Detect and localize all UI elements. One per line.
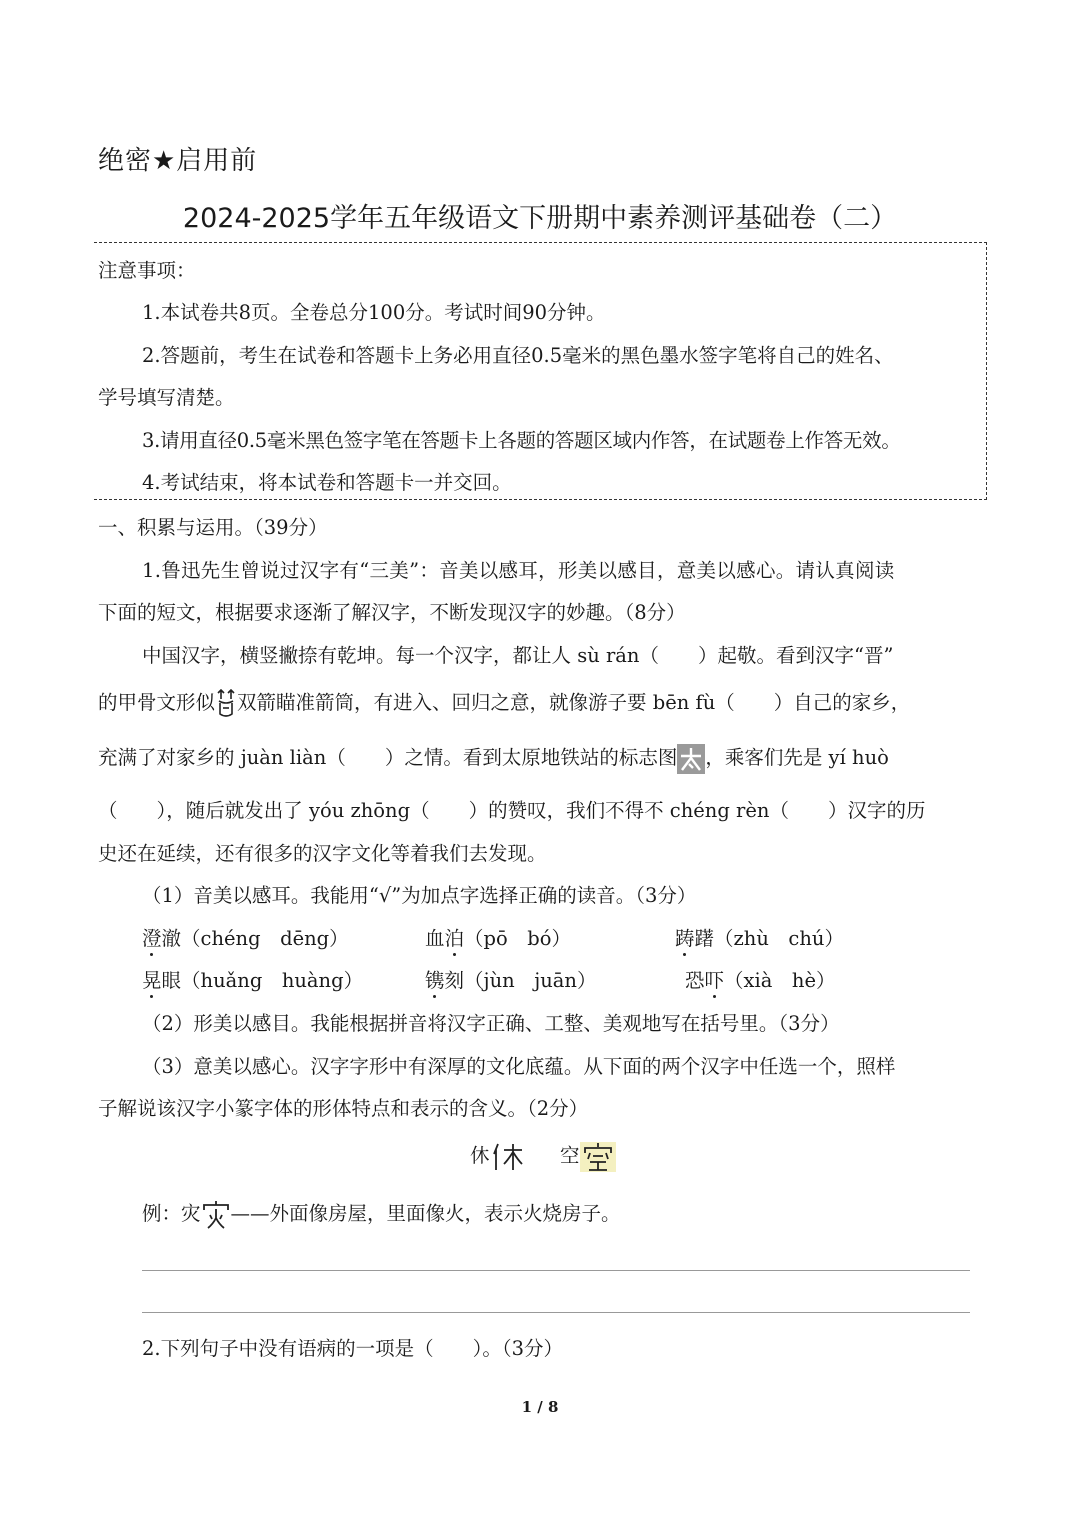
plain-char: 血 — [425, 927, 445, 950]
section-1-heading: 一、积累与运用。（39分） — [98, 516, 328, 539]
seal-choice-xiu — [470, 1140, 526, 1172]
plain-char: 刻 — [444, 969, 465, 992]
choice-char: 休 — [470, 1144, 490, 1167]
passage-line-2 — [98, 687, 910, 719]
exam-title: 2024-2025学年五年级语文下册期中素养测评基础卷（二） — [182, 203, 898, 234]
pinyin-item — [142, 965, 363, 993]
choice-char: 空 — [560, 1144, 580, 1167]
notice-item-2: 2.答题前，考生在试卷和答题卡上务必用直径0.5毫米的黑色墨水签字笔将自己的姓名、 — [142, 344, 894, 367]
plain-char: 眼 — [161, 969, 182, 992]
sub-question-3-cont: 子解说该汉字小篆字体的形体特点和表示的含义。（2分） — [98, 1097, 589, 1120]
example-start: 例：灾 — [142, 1202, 201, 1225]
notice-item-4: 4.考试结束，将本试卷和答题卡一并交回。 — [142, 471, 512, 494]
sub-question-1: （1）音美以感耳。我能用“√”为加点字选择正确的读音。（3分） — [142, 884, 697, 907]
dotted-char: 澄 — [142, 927, 162, 950]
pinyin-options: （huǎng huàng） — [181, 969, 364, 992]
notice-item-2-cont: 学号填写清楚。 — [98, 386, 235, 409]
seal-script-xiu-icon — [490, 1142, 526, 1172]
seal-script-kong-icon — [580, 1142, 616, 1172]
notice-item-1: 1.本试卷共8页。全卷总分100分。考试时间90分钟。 — [142, 301, 606, 324]
sub-question-2: （2）形美以感目。我能根据拼音将汉字正确、工整、美观地写在括号里。（3分） — [142, 1012, 840, 1035]
passage-line-1: 中国汉字，横竖撇捺有乾坤。每一个汉字，都让人 sù rán（ ）起敬。看到汉字“晋” — [142, 644, 894, 667]
pinyin-options: （zhù chú） — [714, 927, 844, 950]
notice-heading: 注意事项： — [98, 259, 196, 282]
pinyin-item — [425, 923, 571, 951]
answer-line-2[interactable] — [142, 1312, 970, 1313]
passage-line-2-start: 的甲骨文形似 — [98, 691, 216, 714]
pinyin-options: （pō bó） — [464, 927, 571, 950]
oracle-bone-jin-icon — [215, 689, 237, 719]
question-2-stem: 2.下列句子中没有语病的一项是（ ）。（3分） — [142, 1337, 564, 1360]
pinyin-options: （chéng dēng） — [181, 927, 349, 950]
passage-line-3-start: 充满了对家乡的 juàn liàn（ ）之情。看到太原地铁站的标志图 — [98, 746, 678, 769]
plain-char: 躇 — [694, 927, 715, 950]
pinyin-item — [425, 965, 597, 993]
dotted-char: 镌 — [425, 969, 445, 992]
dotted-char: 泊 — [444, 927, 465, 950]
answer-line-1[interactable] — [142, 1270, 970, 1271]
passage-line-3 — [98, 742, 889, 774]
page-number: 1 / 8 — [521, 1398, 559, 1416]
passage-line-2-end: 双箭瞄准箭筒，有进入、回归之意，就像游子要 bēn fù（ ）自己的家乡， — [237, 691, 911, 714]
pinyin-item — [675, 923, 844, 951]
metro-logo-icon — [677, 744, 705, 774]
pinyin-item — [142, 923, 349, 951]
dotted-char: 吓 — [704, 969, 725, 992]
plain-char: 澈 — [161, 927, 182, 950]
passage-line-4: （ ），随后就发出了 yóu zhōng（ ）的赞叹，我们不得不 chéng rèn（ ）汉字的历 — [98, 799, 926, 822]
dotted-char: 踌 — [675, 927, 695, 950]
confidential-label: 绝密★启用前 — [98, 146, 258, 176]
question-1-stem-cont: 下面的短文，根据要求逐渐了解汉字，不断发现汉字的妙趣。（8分） — [98, 601, 686, 624]
seal-script-zai-icon — [201, 1200, 231, 1230]
question-1-stem: 1.鲁迅先生曾说过汉字有“三美”：音美以感耳，形美以感目，意美以感心。请认真阅读 — [142, 559, 895, 582]
passage-line-5: 史还在延续，还有很多的汉字文化等着我们去发现。 — [98, 842, 547, 865]
pinyin-options: （xià hè） — [724, 969, 836, 992]
notice-item-3: 3.请用直径0.5毫米黑色签字笔在答题卡上各题的答题区域内作答，在试题卷上作答无效。 — [142, 429, 901, 452]
pinyin-options: （jùn juān） — [464, 969, 597, 992]
sub-question-3: （3）意美以感心。汉字字形中有深厚的文化底蕴。从下面的两个汉字中任选一个，照样 — [142, 1055, 896, 1078]
pinyin-item — [685, 965, 836, 993]
dotted-char: 晃 — [142, 969, 162, 992]
seal-choice-kong — [560, 1140, 616, 1172]
plain-char: 恐 — [685, 969, 705, 992]
example-line — [142, 1198, 621, 1230]
example-end: ——外面像房屋，里面像火，表示火烧房子。 — [230, 1202, 621, 1225]
notice-box — [94, 242, 987, 500]
passage-line-3-end: ，乘客们先是 yí huò — [705, 746, 889, 769]
